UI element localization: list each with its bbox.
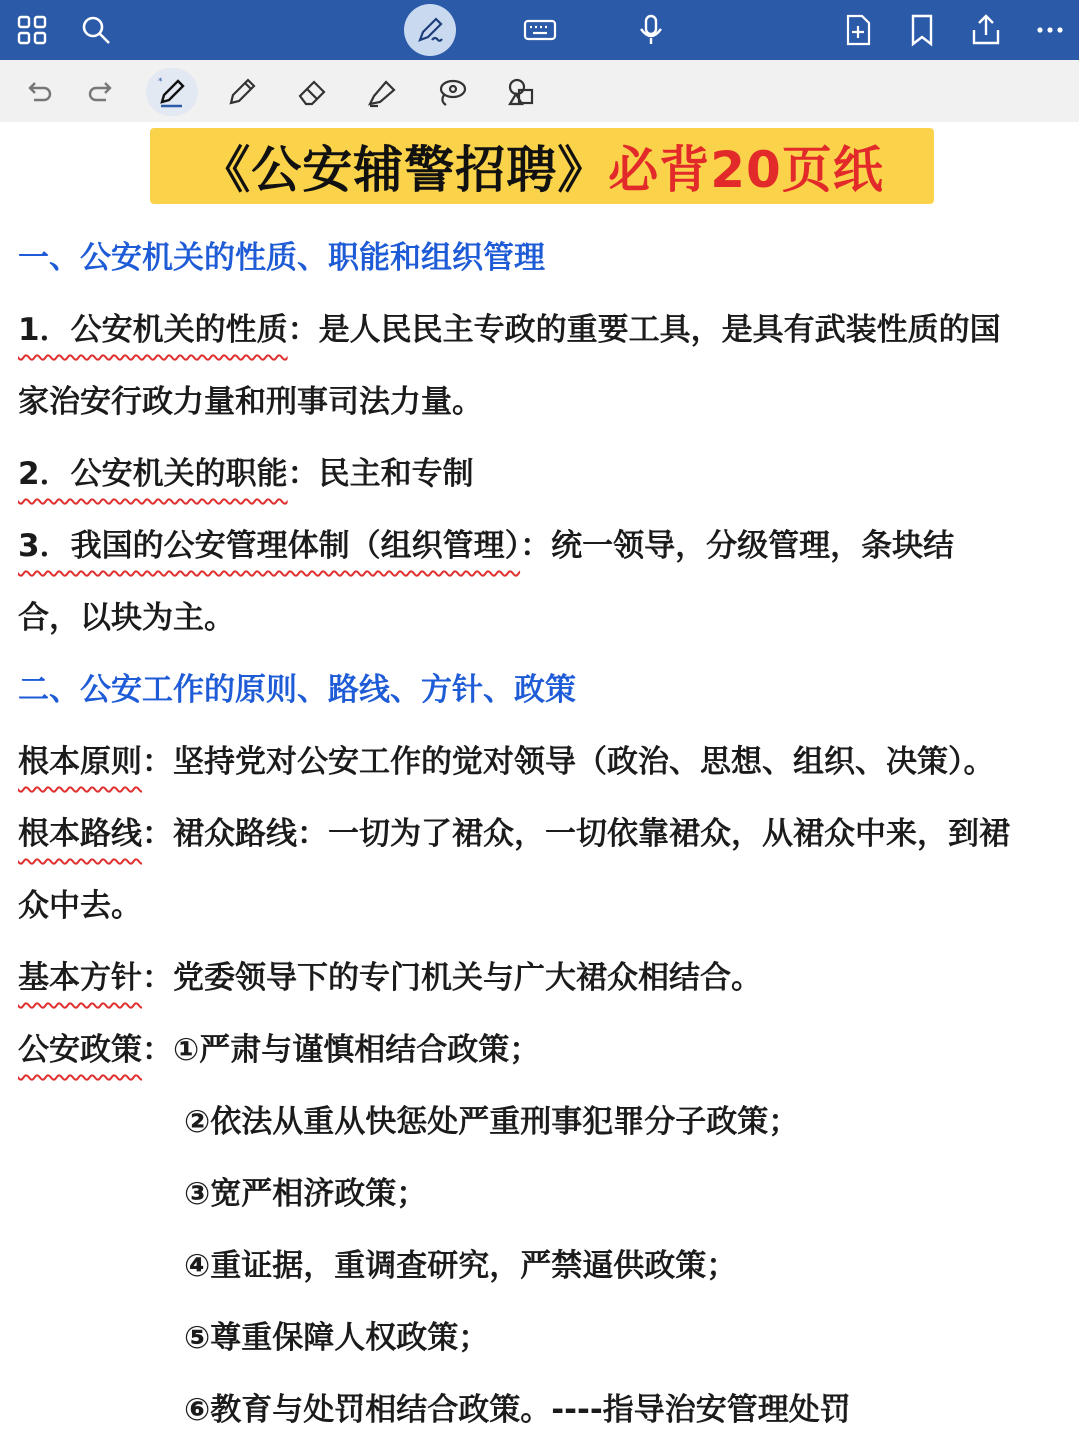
pen-mode-icon[interactable] bbox=[404, 4, 456, 56]
lasso-icon[interactable] bbox=[434, 74, 470, 110]
list-item bbox=[18, 942, 1073, 1014]
list-item bbox=[18, 510, 1073, 582]
item-text: ：党委领导下的专门机关与广大裙众相结合。 bbox=[142, 960, 762, 996]
eraser-icon[interactable] bbox=[294, 74, 330, 110]
drawing-toolbar bbox=[0, 60, 1079, 122]
list-item bbox=[18, 798, 1073, 870]
policy-item: ④重证据，重调查研究，严禁逼供政策； bbox=[184, 1248, 738, 1284]
item-label: 1．公安机关的性质 bbox=[18, 312, 288, 348]
note-content[interactable] bbox=[18, 222, 1073, 1439]
app-top-bar bbox=[0, 0, 1079, 60]
item-label: 根本路线 bbox=[18, 816, 142, 852]
document-title-highlight: 必背20页纸 bbox=[608, 141, 884, 199]
policy-item: ②依法从重从快惩处严重刑事犯罪分子政策； bbox=[184, 1104, 800, 1140]
shapes-icon[interactable] bbox=[504, 74, 540, 110]
section-heading: 一、公安机关的性质、职能和组织管理 bbox=[18, 240, 545, 276]
policy-item: ⑤尊重保障人权政策； bbox=[184, 1320, 490, 1356]
item-text: ：民主和专制 bbox=[287, 456, 474, 492]
keyboard-icon[interactable] bbox=[522, 12, 558, 48]
title-banner bbox=[150, 128, 934, 204]
more-icon[interactable] bbox=[1032, 12, 1068, 48]
item-label: 2．公安机关的职能 bbox=[18, 456, 288, 492]
highlighter-icon[interactable] bbox=[364, 74, 400, 110]
section-heading: 二、公安工作的原则、路线、方针、政策 bbox=[18, 672, 576, 708]
policy-item: ：①严肃与谨慎相结合政策； bbox=[142, 1032, 541, 1068]
microphone-icon[interactable] bbox=[633, 12, 669, 48]
list-item bbox=[18, 438, 1073, 510]
item-text: ：坚持党对公安工作的觉对领导（政治、思想、组织、决策）。 bbox=[142, 744, 995, 780]
list-item bbox=[18, 726, 1073, 798]
pencil-icon[interactable] bbox=[224, 74, 260, 110]
redo-icon[interactable] bbox=[84, 74, 120, 110]
item-label: 根本原则 bbox=[18, 744, 142, 780]
item-text-continued: 众中去。 bbox=[18, 888, 142, 924]
undo-icon[interactable] bbox=[20, 74, 56, 110]
svg-text:*: * bbox=[158, 77, 163, 87]
share-icon[interactable] bbox=[968, 12, 1004, 48]
item-text: ：是人民民主专政的重要工具，是具有武装性质的国 bbox=[287, 312, 1001, 348]
item-label: 3．我国的公安管理体制（组织管理） bbox=[18, 528, 521, 564]
item-text-continued: 家治安行政力量和刑事司法力量。 bbox=[18, 384, 483, 420]
policy-item: ③宽严相济政策； bbox=[184, 1176, 428, 1212]
item-text-continued: 合，以块为主。 bbox=[18, 600, 235, 636]
bookmark-icon[interactable] bbox=[904, 12, 940, 48]
item-text: ：裙众路线：一切为了裙众，一切依靠裙众，从裙众中来，到裙 bbox=[142, 816, 1010, 852]
grid-icon[interactable] bbox=[14, 12, 50, 48]
search-icon[interactable] bbox=[78, 12, 114, 48]
item-label: 基本方针 bbox=[18, 960, 142, 996]
policy-item: ⑥教育与处罚相结合政策。----指导治安管理处罚 bbox=[184, 1392, 851, 1428]
list-item bbox=[18, 1014, 1073, 1086]
item-text: ：统一领导，分级管理，条块结 bbox=[520, 528, 955, 564]
list-item bbox=[18, 294, 1073, 366]
stylus-pen-icon[interactable] bbox=[154, 74, 190, 110]
item-label: 公安政策 bbox=[18, 1032, 142, 1068]
document-title: 《公安辅警招聘》 bbox=[200, 141, 609, 199]
add-page-icon[interactable] bbox=[840, 12, 876, 48]
